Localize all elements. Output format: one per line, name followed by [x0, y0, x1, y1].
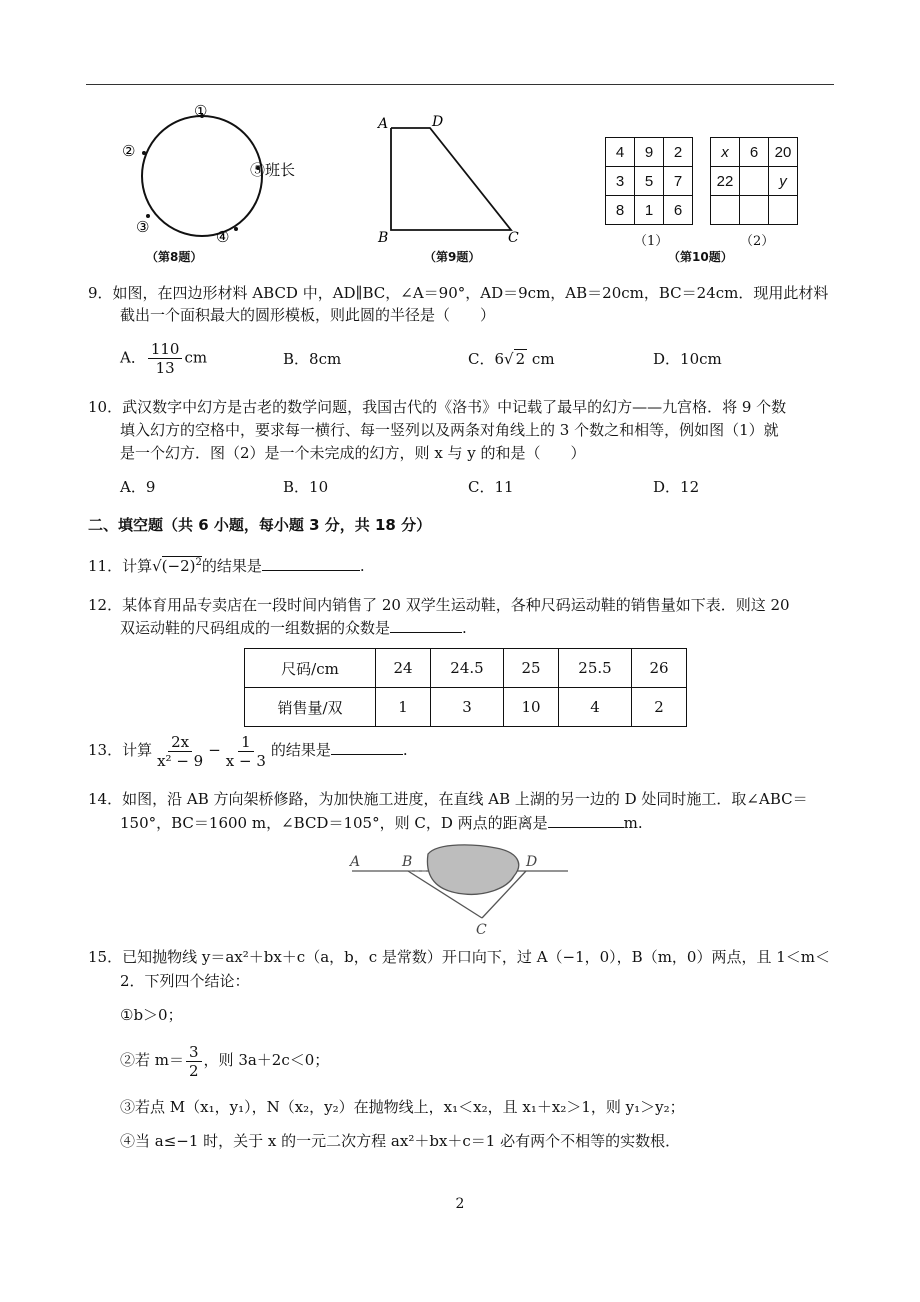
q15-conclusion-3: ③若点 M（x₁，y₁），N（x₂，y₂）在抛物线上，x₁＜x₂，且 x₁＋x₂＞1，则 y₁＞y₂； [120, 1098, 685, 1116]
header-rule [86, 84, 834, 85]
q15-line2: 2．下列四个结论： [120, 972, 250, 990]
figure-14-lake [346, 838, 576, 938]
q14-answer-blank [548, 811, 624, 828]
fig9-B: B [378, 230, 389, 246]
q12-line2: 双运动鞋的尺码组成的一组数据的众数是 . [120, 615, 870, 641]
fig14-A: A [350, 854, 361, 870]
figure-8-circle [110, 98, 296, 268]
q10-option-d: D．12 [653, 478, 700, 496]
q9-option-d: D．10cm [653, 350, 722, 368]
fig8-pos-1: ① [194, 102, 208, 120]
q15-conclusion-1: ①b＞0； [120, 1006, 183, 1024]
q10-line2: 填入幻方的空格中，要求每一横行、每一竖列以及两条对角线上的 3 个数之和相等，例如图（1）就 [120, 421, 779, 439]
fig8-pos-4: ④ [216, 228, 230, 246]
q15-conclusion-2: ②若 m＝ $\frac{3}{2}$ ，则 3a＋2c＜0； [120, 1042, 330, 1080]
fig14-C: C [476, 922, 487, 938]
fig14-D: D [526, 854, 538, 870]
fig9-A: A [378, 116, 389, 132]
q14-line1: 14．如图，沿 AB 方向架桥修路，为加快施工进度，在直线 AB 上湖的另一边的 D 处同时施工．取∠ABC＝ [88, 790, 808, 808]
fig10-caption: （第10题） [668, 250, 733, 264]
section-2-heading: 二、填空题（共 6 小题，每小题 3 分，共 18 分） [88, 516, 432, 534]
fig8-pos-3: ③ [136, 218, 150, 236]
fig8-pos-5: ⑤班长 [250, 161, 296, 179]
fig9-C: C [508, 230, 519, 246]
q10-option-b: B．10 [283, 478, 329, 496]
q9-option-a: A． $\frac{110}{13}$ cm [120, 340, 208, 377]
q10-option-c: C．11 [468, 478, 514, 496]
magic-square-1: 4 9 2 3 5 7 8 1 6 [605, 137, 693, 225]
q11-answer-blank [262, 554, 360, 571]
q12-answer-blank [390, 616, 462, 633]
magic-square-2: x 6 20 22 y [710, 137, 798, 225]
q11: 11．计算$√(-2)^2$的结果是 . [88, 550, 838, 579]
fig9-caption: （第9题） [424, 250, 481, 264]
q10-line1: 10．武汉数字中幻方是古老的数学问题，我国古代的《洛书》中记载了最早的幻方——九宫格．将 9 个数 [88, 398, 787, 416]
fig9-D: D [432, 114, 444, 130]
q9-option-b: B．8cm [283, 350, 342, 368]
figure-9-trapezoid [374, 108, 534, 248]
page-number: 2 [455, 1196, 465, 1212]
q13: 13．计算 $\frac{2x}{\text{x² − 9}}$ − $\frac{1}{x - 3}$ 的结果是 . [88, 732, 408, 770]
fig10-label-2: （2） [740, 234, 775, 249]
q9-line2: 截出一个面积最大的圆形模板，则此圆的半径是（ ） [120, 306, 496, 324]
q12-line1: 12．某体育用品专卖店在一段时间内销售了 20 双学生运动鞋，各种尺码运动鞋的销售量如下表．则这 20 [88, 596, 790, 614]
q13-answer-blank [331, 738, 403, 755]
fig14-B: B [402, 854, 413, 870]
q15-conclusion-4: ④当 a≤−1 时，关于 x 的一元二次方程 ax²＋bx＋c＝1 必有两个不相等的实数根． [120, 1132, 681, 1150]
q10-line3: 是一个幻方．图（2）是一个未完成的幻方，则 x 与 y 的和是（ ） [120, 444, 586, 462]
fig10-label-1: （1） [634, 234, 669, 249]
fig8-caption: （第8题） [146, 250, 203, 264]
q9-option-c: C．6√ 2 cm [468, 350, 555, 368]
q14-line2: 150°，BC＝1600 m，∠BCD＝105°，则 C，D 两点的距离是 m. [120, 810, 870, 836]
q9-line1: 9．如图，在四边形材料 ABCD 中，AD∥BC，∠A＝90°，AD＝9cm，AB＝20cm，BC＝24cm．现用此材料 [88, 284, 829, 302]
fig8-pos-2: ② [122, 142, 136, 160]
shoe-size-table: 尺码/cm 24 24.5 25 25.5 26 销售量/双 1 3 10 4 2 [244, 648, 687, 727]
q10-option-a: A．9 [120, 478, 156, 496]
q15-line1: 15．已知抛物线 y＝ax²＋bx＋c（a，b，c 是常数）开口向下，过 A（−1，0），B（m，0）两点，且 1＜m＜ [88, 948, 831, 966]
